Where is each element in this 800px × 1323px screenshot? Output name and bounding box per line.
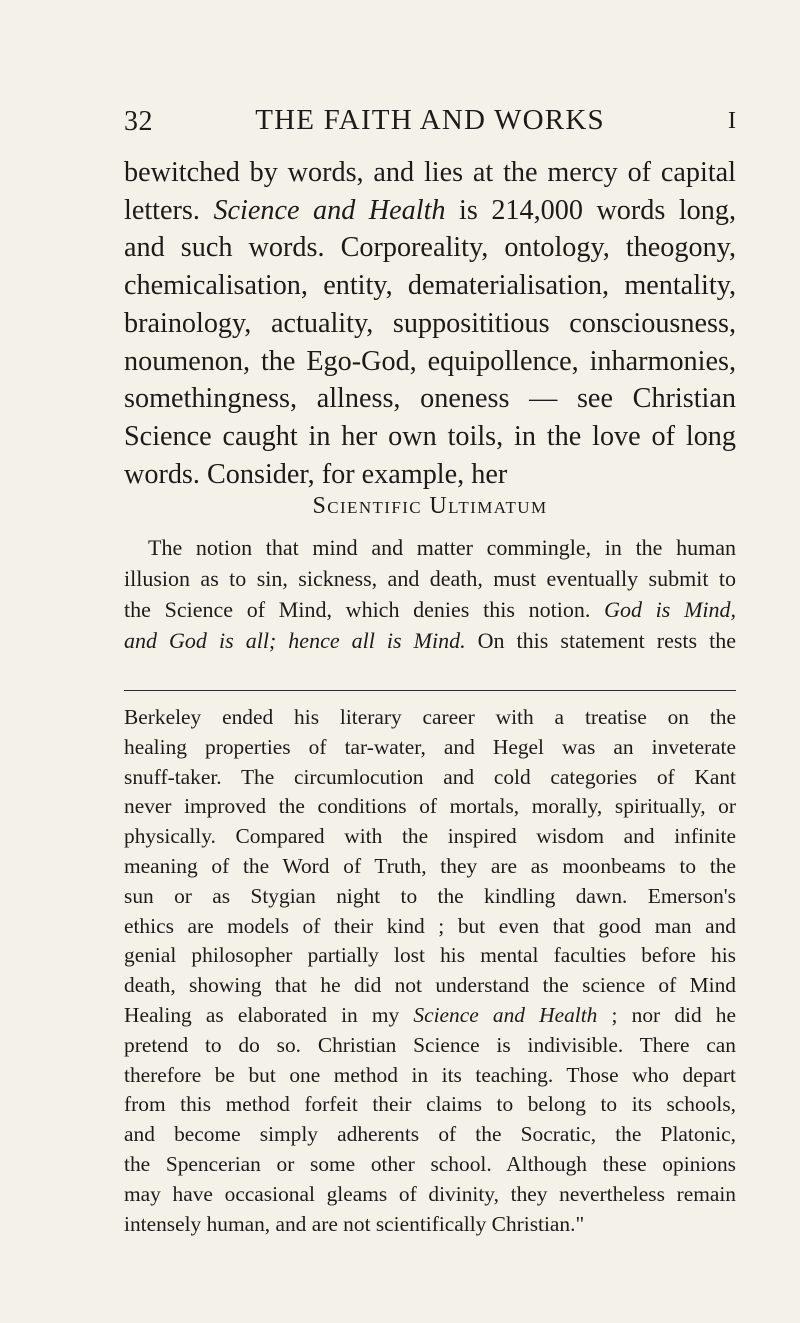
body-line <box>124 192 736 230</box>
quote-text-run: the Science of Mind, which denies this notion. <box>124 597 591 622</box>
footnote-line: sun or as Stygian night to the kindling dawn. Emerson's <box>124 883 736 908</box>
section-heading: Scientific Ultimatum <box>312 493 548 519</box>
body-text-run: letters. <box>124 194 200 226</box>
quoted-passage <box>124 532 736 656</box>
body-line: noumenon, the Ego-God, equipollence, inharmonies, <box>124 345 736 377</box>
footnote-line: meaning of the Word of Truth, they are as moonbeams to the <box>124 853 736 878</box>
quote-text-run: On this statement rests the <box>477 628 736 653</box>
body-line: words. Consider, for example, her <box>124 458 508 490</box>
chapter-mark: I <box>728 108 736 134</box>
page-number: 32 <box>124 106 153 137</box>
footnote-line: from this method forfeit their claims to belong to its schools, <box>124 1092 736 1117</box>
body-line: somethingness, allness, oneness — see Christian <box>124 383 736 415</box>
footnote-divider <box>124 690 736 691</box>
body-line: chemicalisation, entity, dematerialisation, mentality, <box>124 270 736 302</box>
body-line: Science caught in her own toils, in the love of long <box>124 420 736 452</box>
body-line: and such words. Corporeality, ontology, theogony, <box>124 232 736 264</box>
footnote-line: therefore be but one method in its teaching. Those who depart <box>124 1062 736 1087</box>
footnote-line: healing properties of tar-water, and Hegel was an inveterate <box>124 734 736 759</box>
footnote <box>124 703 736 1239</box>
footnote-line: and become simply adherents of the Socratic, the Platonic, <box>124 1122 736 1147</box>
quote-line <box>124 594 736 625</box>
footnote-line: death, showing that he did not understand the science of Mind <box>124 973 736 998</box>
footnote-line: ethics are models of their kind ; but even that good man and <box>124 913 736 938</box>
body-text-run: is 214,000 words long, <box>459 194 737 226</box>
footnote-line: snuff-taker. The circumlocution and cold categories of Kant <box>124 764 736 789</box>
page-header <box>124 100 736 140</box>
quote-italic-run: God is Mind, <box>604 597 737 622</box>
quote-line: illusion as to sin, sickness, and death, must eventually submit to <box>124 566 736 591</box>
book-title-italic: Science and Health <box>413 1002 598 1027</box>
quote-line <box>124 625 736 656</box>
footnote-text-run: Healing as elaborated in my <box>124 1002 400 1027</box>
footnote-line: genial philosopher partially lost his mental faculties before his <box>124 943 736 968</box>
book-title-italic: Science and Health <box>213 194 446 226</box>
footnote-text-run: ; nor did he <box>611 1002 737 1027</box>
body-paragraph <box>124 154 736 493</box>
quote-line: The notion that mind and matter commingle, in the human <box>148 535 736 560</box>
body-line: bewitched by words, and lies at the mercy of capital <box>124 157 736 188</box>
footnote-line: Berkeley ended his literary career with a treatise on the <box>124 705 736 729</box>
footnote-line: may have occasional gleams of divinity, they nevertheless remain <box>124 1181 736 1206</box>
footnote-line: never improved the conditions of mortals, morally, spiritually, or <box>124 794 736 819</box>
footnote-line: pretend to do so. Christian Science is indivisible. There can <box>124 1032 736 1057</box>
running-title: THE FAITH AND WORKS <box>255 104 605 136</box>
footnote-line: the Spencerian or some other school. Although these opinions <box>124 1151 736 1176</box>
footnote-line <box>124 1001 736 1031</box>
body-line: brainology, actuality, supposititious consciousness, <box>124 307 736 339</box>
quote-italic-run: and God is all; hence all is Mind. <box>124 628 466 653</box>
footnote-line: physically. Compared with the inspired wisdom and infinite <box>124 824 736 849</box>
footnote-line: intensely human, and are not scientifically Christian." <box>124 1211 585 1236</box>
